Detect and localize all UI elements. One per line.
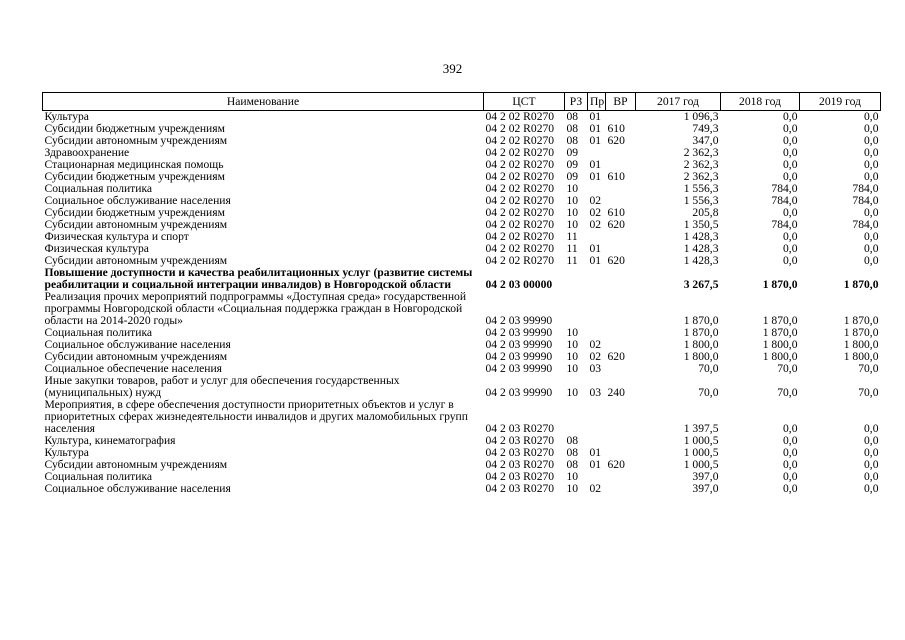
- cell-vr: [606, 183, 636, 195]
- cell-rz: 10: [566, 182, 579, 195]
- cell-2018: 0,0: [783, 110, 798, 123]
- cell-2018: 1 800,0: [762, 350, 798, 363]
- cell-cst: 04 2 03 R0270: [485, 458, 555, 471]
- cell-rz: [565, 399, 588, 435]
- cell-rz: 11: [566, 242, 578, 255]
- cell-2018: 0,0: [783, 206, 798, 219]
- cell-2019: 784,0: [852, 194, 879, 207]
- cell-vr: [606, 327, 636, 339]
- cell-vr: 620: [607, 350, 625, 363]
- cell-2018: 0,0: [783, 146, 798, 159]
- header-cst: ЦСТ: [484, 93, 565, 111]
- table-header: [43, 93, 881, 111]
- cell-pr: 03: [589, 386, 602, 399]
- cell-pr: 01: [589, 134, 602, 147]
- cell-vr: [606, 399, 636, 435]
- cell-name: Физическая культура и спорт: [44, 230, 189, 243]
- cell-name: Социальное обслуживание населения: [44, 338, 231, 351]
- cell-2019: 0,0: [864, 206, 879, 219]
- cell-2017: 1 428,3: [683, 254, 719, 267]
- cell-name: Здравоохранение: [44, 146, 130, 159]
- cell-cst: 04 2 03 99990: [485, 326, 553, 339]
- cell-pr: 01: [589, 446, 602, 459]
- table-row: [43, 171, 881, 183]
- cell-rz: 10: [566, 326, 579, 339]
- cell-2019: 0,0: [864, 434, 879, 447]
- cell-rz: 11: [566, 254, 578, 267]
- cell-2017: 347,0: [692, 134, 719, 147]
- cell-rz: 08: [566, 110, 579, 123]
- cell-pr: [588, 291, 606, 327]
- cell-pr: 02: [589, 206, 602, 219]
- cell-cst: 04 2 02 R0270: [485, 158, 555, 171]
- cell-2019: 0,0: [864, 458, 879, 471]
- cell-2018: 0,0: [783, 158, 798, 171]
- cell-2019: 0,0: [864, 170, 879, 183]
- cell-2017: 1 800,0: [683, 338, 719, 351]
- cell-2018: 0,0: [783, 422, 798, 435]
- table-row: [43, 399, 881, 435]
- cell-rz: 08: [566, 122, 579, 135]
- cell-pr: 01: [589, 110, 602, 123]
- cell-cst: 04 2 02 R0270: [485, 254, 555, 267]
- cell-2019: 0,0: [864, 446, 879, 459]
- cell-2018: 0,0: [783, 470, 798, 483]
- cell-2019: 0,0: [864, 110, 879, 123]
- cell-2019: 1 800,0: [843, 350, 879, 363]
- cell-name: Субсидии автономным учреждениям: [44, 458, 228, 471]
- header-pr: Пр: [588, 93, 606, 111]
- header-2018: 2018 год: [721, 93, 800, 111]
- cell-name: Культура, кинематография: [44, 434, 176, 447]
- cell-name: Реализация прочих мероприятий подпрограммы «Доступная среда» государственной программы Новгородской области «Социальная поддержка граждан в Новгородской области на 2014-2020 годы»: [44, 290, 467, 327]
- cell-rz: 08: [566, 434, 579, 447]
- cell-name: Социальное обслуживание населения: [44, 482, 231, 495]
- cell-2019: 0,0: [864, 230, 879, 243]
- cell-2018: 1 870,0: [762, 278, 798, 291]
- cell-cst: 04 2 03 00000: [485, 278, 553, 291]
- table-row: [43, 435, 881, 447]
- cell-rz: 10: [566, 218, 579, 231]
- header-rz: РЗ: [565, 93, 588, 111]
- cell-vr: [606, 267, 636, 291]
- cell-cst: 04 2 03 R0270: [485, 482, 555, 495]
- page-number: 392: [442, 61, 463, 76]
- cell-pr: 01: [589, 254, 602, 267]
- cell-vr: [606, 363, 636, 375]
- cell-pr: 01: [589, 458, 602, 471]
- cell-2017: 205,8: [692, 206, 719, 219]
- cell-cst: 04 2 02 R0270: [485, 134, 555, 147]
- cell-2017: 1 428,3: [683, 230, 719, 243]
- cell-2017: 1 870,0: [683, 326, 719, 339]
- cell-2018: 0,0: [783, 242, 798, 255]
- cell-cst: 04 2 02 R0270: [485, 170, 555, 183]
- cell-pr: 01: [589, 122, 602, 135]
- cell-2017: 2 362,3: [683, 170, 719, 183]
- cell-2019: 0,0: [864, 134, 879, 147]
- cell-2018: 0,0: [783, 482, 798, 495]
- cell-vr: [606, 147, 636, 159]
- cell-cst: 04 2 02 R0270: [485, 146, 555, 159]
- cell-2019: 70,0: [858, 386, 879, 399]
- cell-2017: 70,0: [698, 386, 719, 399]
- cell-2019: 1 870,0: [843, 314, 879, 327]
- header-name: Наименование: [43, 93, 484, 111]
- cell-2017: 749,3: [692, 122, 719, 135]
- cell-2017: 397,0: [692, 470, 719, 483]
- cell-name: Стационарная медицинская помощь: [44, 158, 224, 171]
- cell-rz: [565, 267, 588, 291]
- cell-name: Культура: [44, 110, 89, 123]
- cell-name: Социальная политика: [44, 182, 153, 195]
- cell-name: Повышение доступности и качества реабилитационных услуг (развитие системы реабилитации и социальной интеграции инвалидов) в Новгородской области: [44, 266, 473, 291]
- cell-vr: [606, 291, 636, 327]
- cell-name: Культура: [44, 446, 89, 459]
- cell-2019: 70,0: [858, 362, 879, 375]
- cell-rz: 09: [566, 146, 579, 159]
- cell-rz: 10: [566, 338, 579, 351]
- table-row: [43, 375, 881, 399]
- cell-vr: [606, 483, 636, 495]
- cell-rz: 10: [566, 206, 579, 219]
- cell-vr: [606, 231, 636, 243]
- cell-2018: 0,0: [783, 434, 798, 447]
- cell-rz: 08: [566, 134, 579, 147]
- cell-2018: 784,0: [771, 194, 798, 207]
- cell-name: Социальная политика: [44, 326, 153, 339]
- cell-vr: 610: [607, 206, 625, 219]
- cell-name: Социальная политика: [44, 470, 153, 483]
- cell-pr: 01: [589, 170, 602, 183]
- header-2019: 2019 год: [800, 93, 881, 111]
- cell-rz: [565, 291, 588, 327]
- cell-cst: 04 2 03 99990: [485, 338, 553, 351]
- cell-2018: 70,0: [777, 386, 798, 399]
- cell-pr: 02: [589, 218, 602, 231]
- cell-rz: 11: [566, 230, 578, 243]
- table-row: [43, 291, 881, 327]
- table-row: [43, 231, 881, 243]
- cell-cst: 04 2 02 R0270: [485, 218, 555, 231]
- cell-cst: 04 2 03 99990: [485, 314, 553, 327]
- cell-2019: 0,0: [864, 146, 879, 159]
- cell-name: Мероприятия, в сфере обеспечения доступности приоритетных объектов и услуг в приоритетных сферах жизнедеятельности инвалидов и других маломобильных групп населения: [44, 398, 468, 435]
- cell-2019: 0,0: [864, 242, 879, 255]
- cell-2018: 0,0: [783, 122, 798, 135]
- cell-rz: 10: [566, 194, 579, 207]
- cell-pr: 02: [589, 350, 602, 363]
- cell-name: Субсидии автономным учреждениям: [44, 218, 228, 231]
- cell-cst: 04 2 02 R0270: [485, 122, 555, 135]
- cell-cst: 04 2 03 R0270: [485, 434, 555, 447]
- cell-cst: 04 2 03 99990: [485, 362, 553, 375]
- cell-name: Субсидии бюджетным учреждениям: [44, 122, 225, 135]
- cell-2017: 2 362,3: [683, 158, 719, 171]
- table-row: [43, 135, 881, 147]
- cell-2019: 0,0: [864, 254, 879, 267]
- cell-rz: 10: [566, 362, 579, 375]
- cell-2018: 70,0: [777, 362, 798, 375]
- cell-rz: 10: [566, 482, 579, 495]
- cell-2017: 1 096,3: [683, 110, 719, 123]
- cell-2019: 1 870,0: [843, 326, 879, 339]
- cell-2017: 1 428,3: [683, 242, 719, 255]
- cell-2019: 0,0: [864, 158, 879, 171]
- cell-2019: 0,0: [864, 122, 879, 135]
- cell-2017: 1 000,5: [683, 434, 719, 447]
- cell-2018: 0,0: [783, 134, 798, 147]
- cell-vr: 620: [607, 458, 625, 471]
- cell-name: Субсидии бюджетным учреждениям: [44, 170, 225, 183]
- table-row: [43, 459, 881, 471]
- cell-rz: 08: [566, 458, 579, 471]
- cell-2017: 1 556,3: [683, 194, 719, 207]
- cell-2019: 1 870,0: [843, 278, 879, 291]
- cell-name: Физическая культура: [44, 242, 149, 255]
- cell-2019: 784,0: [852, 182, 879, 195]
- cell-rz: 09: [566, 170, 579, 183]
- header-vr: ВР: [606, 93, 636, 111]
- cell-2017: 1 397,5: [683, 422, 719, 435]
- cell-cst: 04 2 02 R0270: [485, 110, 555, 123]
- cell-pr: 02: [589, 338, 602, 351]
- cell-2019: 0,0: [864, 470, 879, 483]
- cell-2018: 1 870,0: [762, 314, 798, 327]
- cell-pr: 02: [589, 194, 602, 207]
- cell-cst: 04 2 02 R0270: [485, 182, 555, 195]
- cell-rz: 08: [566, 446, 579, 459]
- cell-rz: 10: [566, 386, 579, 399]
- cell-vr: 610: [607, 170, 625, 183]
- cell-2017: 1 800,0: [683, 350, 719, 363]
- cell-rz: 10: [566, 470, 579, 483]
- cell-pr: 02: [589, 482, 602, 495]
- cell-2018: 0,0: [783, 254, 798, 267]
- cell-name: Социальное обслуживание населения: [44, 194, 231, 207]
- cell-name: Субсидии автономным учреждениям: [44, 254, 228, 267]
- cell-2018: 1 800,0: [762, 338, 798, 351]
- cell-2018: 0,0: [783, 458, 798, 471]
- cell-cst: 04 2 03 99990: [485, 350, 553, 363]
- table-row: [43, 267, 881, 291]
- cell-2017: 2 362,3: [683, 146, 719, 159]
- cell-cst: 04 2 03 R0270: [485, 422, 555, 435]
- cell-2017: 1 556,3: [683, 182, 719, 195]
- cell-2017: 1 350,5: [683, 218, 719, 231]
- cell-pr: [588, 267, 606, 291]
- cell-name: Социальное обеспечение населения: [44, 362, 223, 375]
- cell-vr: 240: [607, 386, 625, 399]
- cell-vr: 620: [607, 254, 625, 267]
- cell-vr: [606, 435, 636, 447]
- cell-2019: 0,0: [864, 422, 879, 435]
- cell-rz: 09: [566, 158, 579, 171]
- cell-2018: 0,0: [783, 230, 798, 243]
- cell-vr: 620: [607, 218, 625, 231]
- cell-cst: 04 2 02 R0270: [485, 242, 555, 255]
- cell-2018: 784,0: [771, 218, 798, 231]
- cell-pr: 01: [589, 158, 602, 171]
- cell-2018: 1 870,0: [762, 326, 798, 339]
- cell-2019: 784,0: [852, 218, 879, 231]
- cell-cst: 04 2 02 R0270: [485, 230, 555, 243]
- cell-cst: 04 2 03 R0270: [485, 446, 555, 459]
- cell-2019: 0,0: [864, 482, 879, 495]
- header-2017: 2017 год: [636, 93, 721, 111]
- cell-cst: 04 2 03 R0270: [485, 470, 555, 483]
- cell-vr: [606, 471, 636, 483]
- cell-2017: 1 870,0: [683, 314, 719, 327]
- cell-2018: 784,0: [771, 182, 798, 195]
- table-body: [43, 111, 881, 496]
- cell-pr: [588, 399, 606, 435]
- cell-pr: 03: [589, 362, 602, 375]
- cell-cst: 04 2 02 R0270: [485, 194, 555, 207]
- table-row: [43, 483, 881, 495]
- cell-name: Субсидии автономным учреждениям: [44, 350, 228, 363]
- cell-rz: 10: [566, 350, 579, 363]
- cell-2018: 0,0: [783, 446, 798, 459]
- cell-name: Иные закупки товаров, работ и услуг для обеспечения государственных (муниципальных) нужд: [44, 374, 400, 399]
- cell-2017: 1 000,5: [683, 458, 719, 471]
- cell-2018: 0,0: [783, 170, 798, 183]
- cell-name: Субсидии автономным учреждениям: [44, 134, 228, 147]
- cell-cst: 04 2 03 99990: [485, 386, 553, 399]
- cell-2019: 1 800,0: [843, 338, 879, 351]
- cell-2017: 70,0: [698, 362, 719, 375]
- cell-vr: 610: [607, 122, 625, 135]
- cell-name: Субсидии бюджетным учреждениям: [44, 206, 225, 219]
- cell-2017: 1 000,5: [683, 446, 719, 459]
- cell-pr: 01: [589, 242, 602, 255]
- cell-2017: 397,0: [692, 482, 719, 495]
- cell-2017: 3 267,5: [683, 278, 719, 291]
- cell-vr: 620: [607, 134, 625, 147]
- cell-cst: 04 2 02 R0270: [485, 206, 555, 219]
- budget-table: [42, 92, 881, 495]
